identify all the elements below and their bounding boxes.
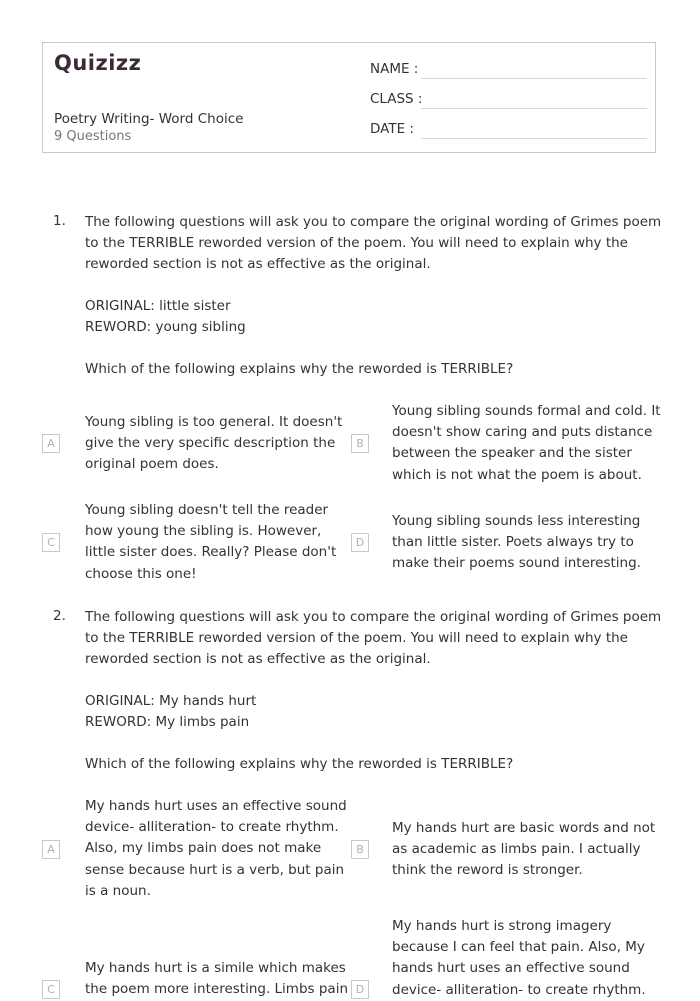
option-c-text[interactable]: Young sibling doesn't tell the reader how young the sibling is. However, little sister does. Really? Please don't choose this one! bbox=[85, 502, 337, 582]
original-line: ORIGINAL: little sister bbox=[85, 298, 231, 314]
question-prompt: Which of the following explains why the reworded is TERRIBLE? bbox=[85, 361, 514, 377]
option-b-marker[interactable]: B bbox=[351, 840, 369, 859]
option-b-marker[interactable]: B bbox=[351, 434, 369, 453]
option-a-marker[interactable]: A bbox=[42, 434, 60, 453]
option-d-marker[interactable]: D bbox=[351, 533, 369, 552]
option-d-text[interactable]: My hands hurt is strong imagery because I can feel that pain. Also, My hands hurt uses an effective sound device- alliteration- to create rhythm. bbox=[392, 918, 646, 998]
original-line: ORIGINAL: My hands hurt bbox=[85, 693, 257, 709]
reword-line: REWORD: young sibling bbox=[85, 319, 246, 335]
option-a-text[interactable]: Young sibling is too general. It doesn't give the very specific description the original poem does. bbox=[85, 414, 343, 473]
option-a-text[interactable]: My hands hurt uses an effective sound device- alliteration- to create rhythm. Also, my limbs pain does not make sense because hurt is a verb, but pain is a noun. bbox=[85, 798, 347, 899]
question-intro: The following questions will ask you to compare the original wording of Grimes poem to the TERRIBLE reworded version of the poem. You will need to explain why the reworded section is not as effective as the original. bbox=[85, 609, 662, 668]
worksheet-header bbox=[42, 42, 656, 153]
class-field[interactable] bbox=[421, 108, 647, 109]
worksheet-title: Poetry Writing- Word Choice bbox=[54, 111, 244, 127]
question-count: 9 Questions bbox=[54, 129, 132, 144]
class-label: CLASS : bbox=[370, 91, 423, 107]
reword-line: REWORD: My limbs pain bbox=[85, 714, 250, 730]
option-c-marker[interactable]: C bbox=[42, 533, 60, 552]
option-c-text[interactable]: My hands hurt is a simile which makes the poem more interesting. Limbs pain bbox=[85, 960, 348, 998]
option-d-marker[interactable]: D bbox=[351, 980, 369, 999]
option-b-text[interactable]: My hands hurt are basic words and not as academic as limbs pain. I actually think the reword is stronger. bbox=[392, 820, 656, 879]
quizizz-logo: Quizizz bbox=[54, 51, 142, 75]
option-a-marker[interactable]: A bbox=[42, 840, 60, 859]
option-b-text[interactable]: Young sibling sounds formal and cold. It doesn't show caring and puts distance between the speaker and the sister which is not what the poem is about. bbox=[392, 403, 661, 483]
name-label: NAME : bbox=[370, 61, 419, 77]
question-number: 1. bbox=[53, 213, 66, 229]
question-intro: The following questions will ask you to compare the original wording of Grimes poem to the TERRIBLE reworded version of the poem. You will need to explain why the reworded section is not as effective as the original. bbox=[85, 214, 662, 273]
date-field[interactable] bbox=[421, 138, 647, 139]
date-label: DATE : bbox=[370, 121, 414, 137]
question-prompt: Which of the following explains why the reworded is TERRIBLE? bbox=[85, 756, 514, 772]
question-number: 2. bbox=[53, 608, 66, 624]
option-c-marker[interactable]: C bbox=[42, 980, 60, 999]
name-field[interactable] bbox=[421, 78, 647, 79]
option-d-text[interactable]: Young sibling sounds less interesting than little sister. Poets always try to make their poems sound interesting. bbox=[392, 513, 641, 572]
